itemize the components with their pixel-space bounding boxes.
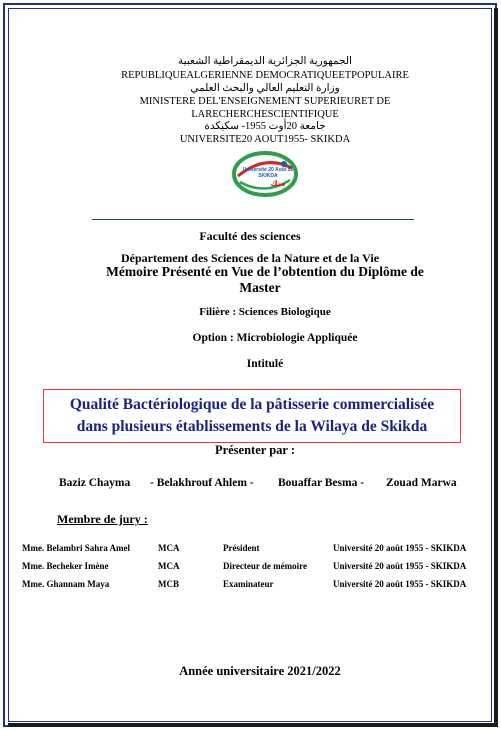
header-university: UNIVERSITE20 AOUT1955- SKIKDA <box>179 134 351 145</box>
svg-text:سك: سك <box>270 179 286 188</box>
author-3: Bouaffar Besma - <box>278 477 365 489</box>
header-arabic-republic: الجمهورية الجزائرية الديمقراطية الشعبية <box>178 56 352 67</box>
author-1: Baziz Chayma <box>59 477 131 489</box>
jury-institution: Université 20 août 1955 - SKIKDA <box>333 543 467 553</box>
jury-name: Mme. Belambri Sahra Amel <box>22 543 130 553</box>
header-divider <box>92 219 414 220</box>
jury-table <box>22 539 484 593</box>
header-republic: REPUBLIQUEALGERIENNE DEMOCRATIQUEETPOPULAIRE <box>121 70 409 81</box>
jury-grade: MCB <box>158 579 179 589</box>
jury-institution: Université 20 août 1955 - SKIKDA <box>333 579 467 589</box>
intitule-label: Intitulé <box>246 358 284 370</box>
jury-grade: MCA <box>158 561 180 571</box>
jury-role: Examinateur <box>223 579 274 589</box>
header-arabic-ministry: وزارة التعليم العالي والبحث العلمي <box>190 83 340 94</box>
faculty-name: Faculté des sciences <box>199 229 301 243</box>
thesis-title-box <box>43 389 461 443</box>
memoire-line1: Mémoire Présenté en Vue de l’obtention du Diplôme de <box>106 264 424 279</box>
jury-role: Directeur de mémoire <box>223 561 307 571</box>
logo-text-bottom: SKIKDA <box>258 173 278 179</box>
jury-row <box>22 575 484 593</box>
page-shadow-right <box>494 8 498 726</box>
filiere: Filière : Sciences Biologique <box>199 306 331 318</box>
author-4: Zouad Marwa <box>386 477 457 489</box>
header-ministry-line2: LARECHERCHESCIENTIFIQUE <box>191 109 339 120</box>
department-name: Département des Sciences de la Nature et de la Vie <box>120 251 380 265</box>
jury-row <box>22 539 484 557</box>
jury-role: Président <box>223 543 260 553</box>
header-ministry-line1: MINISTERE DEL'ENSEIGNEMENT SUPERIEURET DE <box>139 96 391 107</box>
memoire-line2: Master <box>239 280 281 295</box>
jury-row <box>22 557 484 575</box>
jury-name: Mme. Becheker Imène <box>22 561 109 571</box>
header-arabic-university: جامعة 20أوت 1955- سكيكدة <box>204 121 326 132</box>
jury-institution: Université 20 août 1955 - SKIKDA <box>333 561 467 571</box>
option: Option : Microbiologie Appliquée <box>192 332 358 344</box>
university-logo <box>232 150 298 198</box>
page-shadow-bottom <box>8 723 498 727</box>
logo-text-top: Université 20 Août 55 <box>242 167 294 173</box>
author-2: - Belakhrouf Ahlem - <box>150 477 254 489</box>
academic-year: Année universitaire 2021/2022 <box>179 664 341 678</box>
presenter-label: Présenter par : <box>214 443 296 457</box>
thesis-title-line1: Qualité Bactériologique de la pâtisserie commercialisée <box>69 396 435 413</box>
jury-grade: MCA <box>158 543 180 553</box>
jury-name: Mme. Ghannam Maya <box>22 579 110 589</box>
jury-label: Membre de jury : <box>57 512 148 526</box>
thesis-title-line2: dans plusieurs établissements de la Wilaya de Skikda <box>76 418 428 435</box>
